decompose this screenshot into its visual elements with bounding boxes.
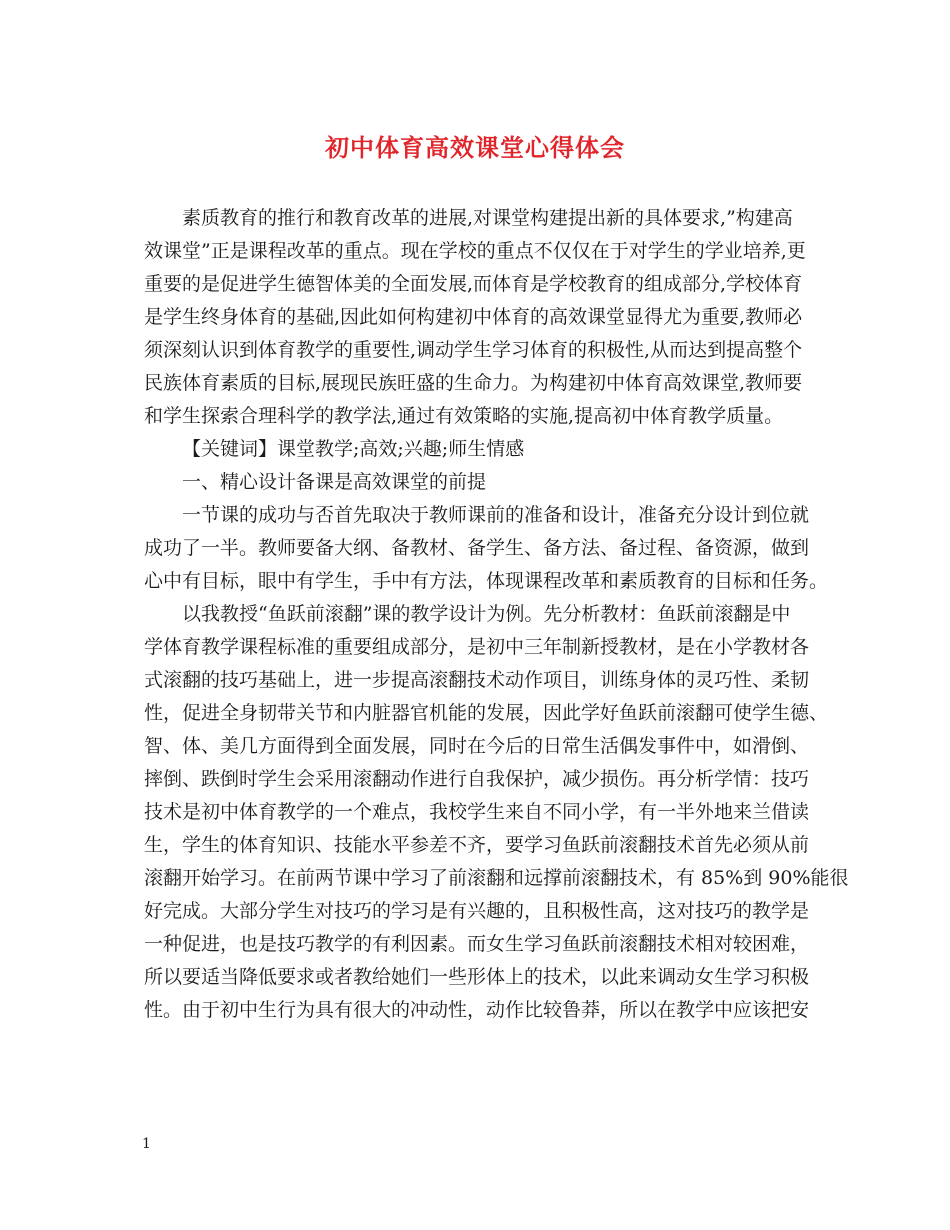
- text-line: 摔倒、跌倒时学生会采用滚翻动作进行自我保护，减少损伤。再分析学情：技巧: [144, 768, 810, 790]
- text-line: 一节课的成功与否首先取决于教师课前的准备和设计，准备充分设计到位就: [182, 504, 810, 526]
- text-line: 技术是初中体育教学的一个难点，我校学生来自不同小学，有一半外地来兰借读: [144, 801, 810, 823]
- text-line: 智、体、美几方面得到全面发展，同时在今后的日常生活偶发事件中，如滑倒、: [144, 735, 810, 757]
- text-line: 性，促进全身韧带关节和内脏器官机能的发展，因此学好鱼跃前滚翻可使学生德、: [144, 702, 829, 724]
- text-line: 成功了一半。教师要备大纲、备教材、备学生、备方法、备过程、备资源，做到: [144, 537, 810, 559]
- text-line: 所以要适当降低要求或者教给她们一些形体上的技术，以此来调动女生学习积极: [144, 966, 810, 988]
- text-line: 滚翻开始学习。在前两节课中学习了前滚翻和远撑前滚翻技术，有 85%到 90%能很: [144, 867, 849, 889]
- text-line: 学体育教学课程标准的重要组成部分，是初中三年制新授教材，是在小学教材各: [144, 636, 810, 658]
- document-title: 初中体育高效课堂心得体会: [325, 133, 625, 162]
- text-line: 重要的是促进学生德智体美的全面发展,而体育是学校教育的组成部分,学校体育: [144, 273, 803, 295]
- text-line: 效课堂”正是课程改革的重点。现在学校的重点不仅仅在于对学生的学业培养,更: [144, 240, 806, 262]
- text-line: 好完成。大部分学生对技巧的学习是有兴趣的，且积极性高，这对技巧的教学是: [144, 900, 810, 922]
- text-line: 生，学生的体育知识、技能水平参差不齐，要学习鱼跃前滚翻技术首先必须从前: [144, 834, 810, 856]
- text-line: 是学生终身体育的基础,因此如何构建初中体育的高效课堂显得尤为重要,教师必: [144, 306, 803, 328]
- text-line: 以我教授“鱼跃前滚翻”课的教学设计为例。先分析教材：鱼跃前滚翻是中: [182, 603, 791, 625]
- text-line: 【关键词】课堂教学;高效;兴趣;师生情感: [182, 438, 525, 460]
- text-line: 素质教育的推行和教育改革的进展,对课堂构建提出新的具体要求,”构建高: [182, 207, 793, 229]
- text-line: 式滚翻的技巧基础上，进一步提高滚翻技术动作项目，训练身体的灵巧性、柔韧: [144, 669, 810, 691]
- text-line: 心中有目标，眼中有学生，手中有方法，体现课程改革和素质教育的目标和任务。: [144, 570, 829, 592]
- text-line: 一、精心设计备课是高效课堂的前提: [182, 471, 487, 493]
- page-number: 1: [142, 1136, 151, 1152]
- text-line: 和学生探索合理科学的教学法,通过有效策略的实施,提高初中体育教学质量。: [144, 405, 784, 427]
- text-line: 一种促进，也是技巧教学的有利因素。而女生学习鱼跃前滚翻技术相对较困难，: [144, 933, 810, 955]
- text-line: 须深刻认识到体育教学的重要性,调动学生学习体育的积极性,从而达到提高整个: [144, 339, 803, 361]
- text-line: 性。由于初中生行为具有很大的冲动性，动作比较鲁莽，所以在教学中应该把安: [144, 999, 810, 1021]
- text-line: 民族体育素质的目标,展现民族旺盛的生命力。为构建初中体育高效课堂,教师要: [144, 372, 803, 394]
- document-body: [144, 202, 849, 1027]
